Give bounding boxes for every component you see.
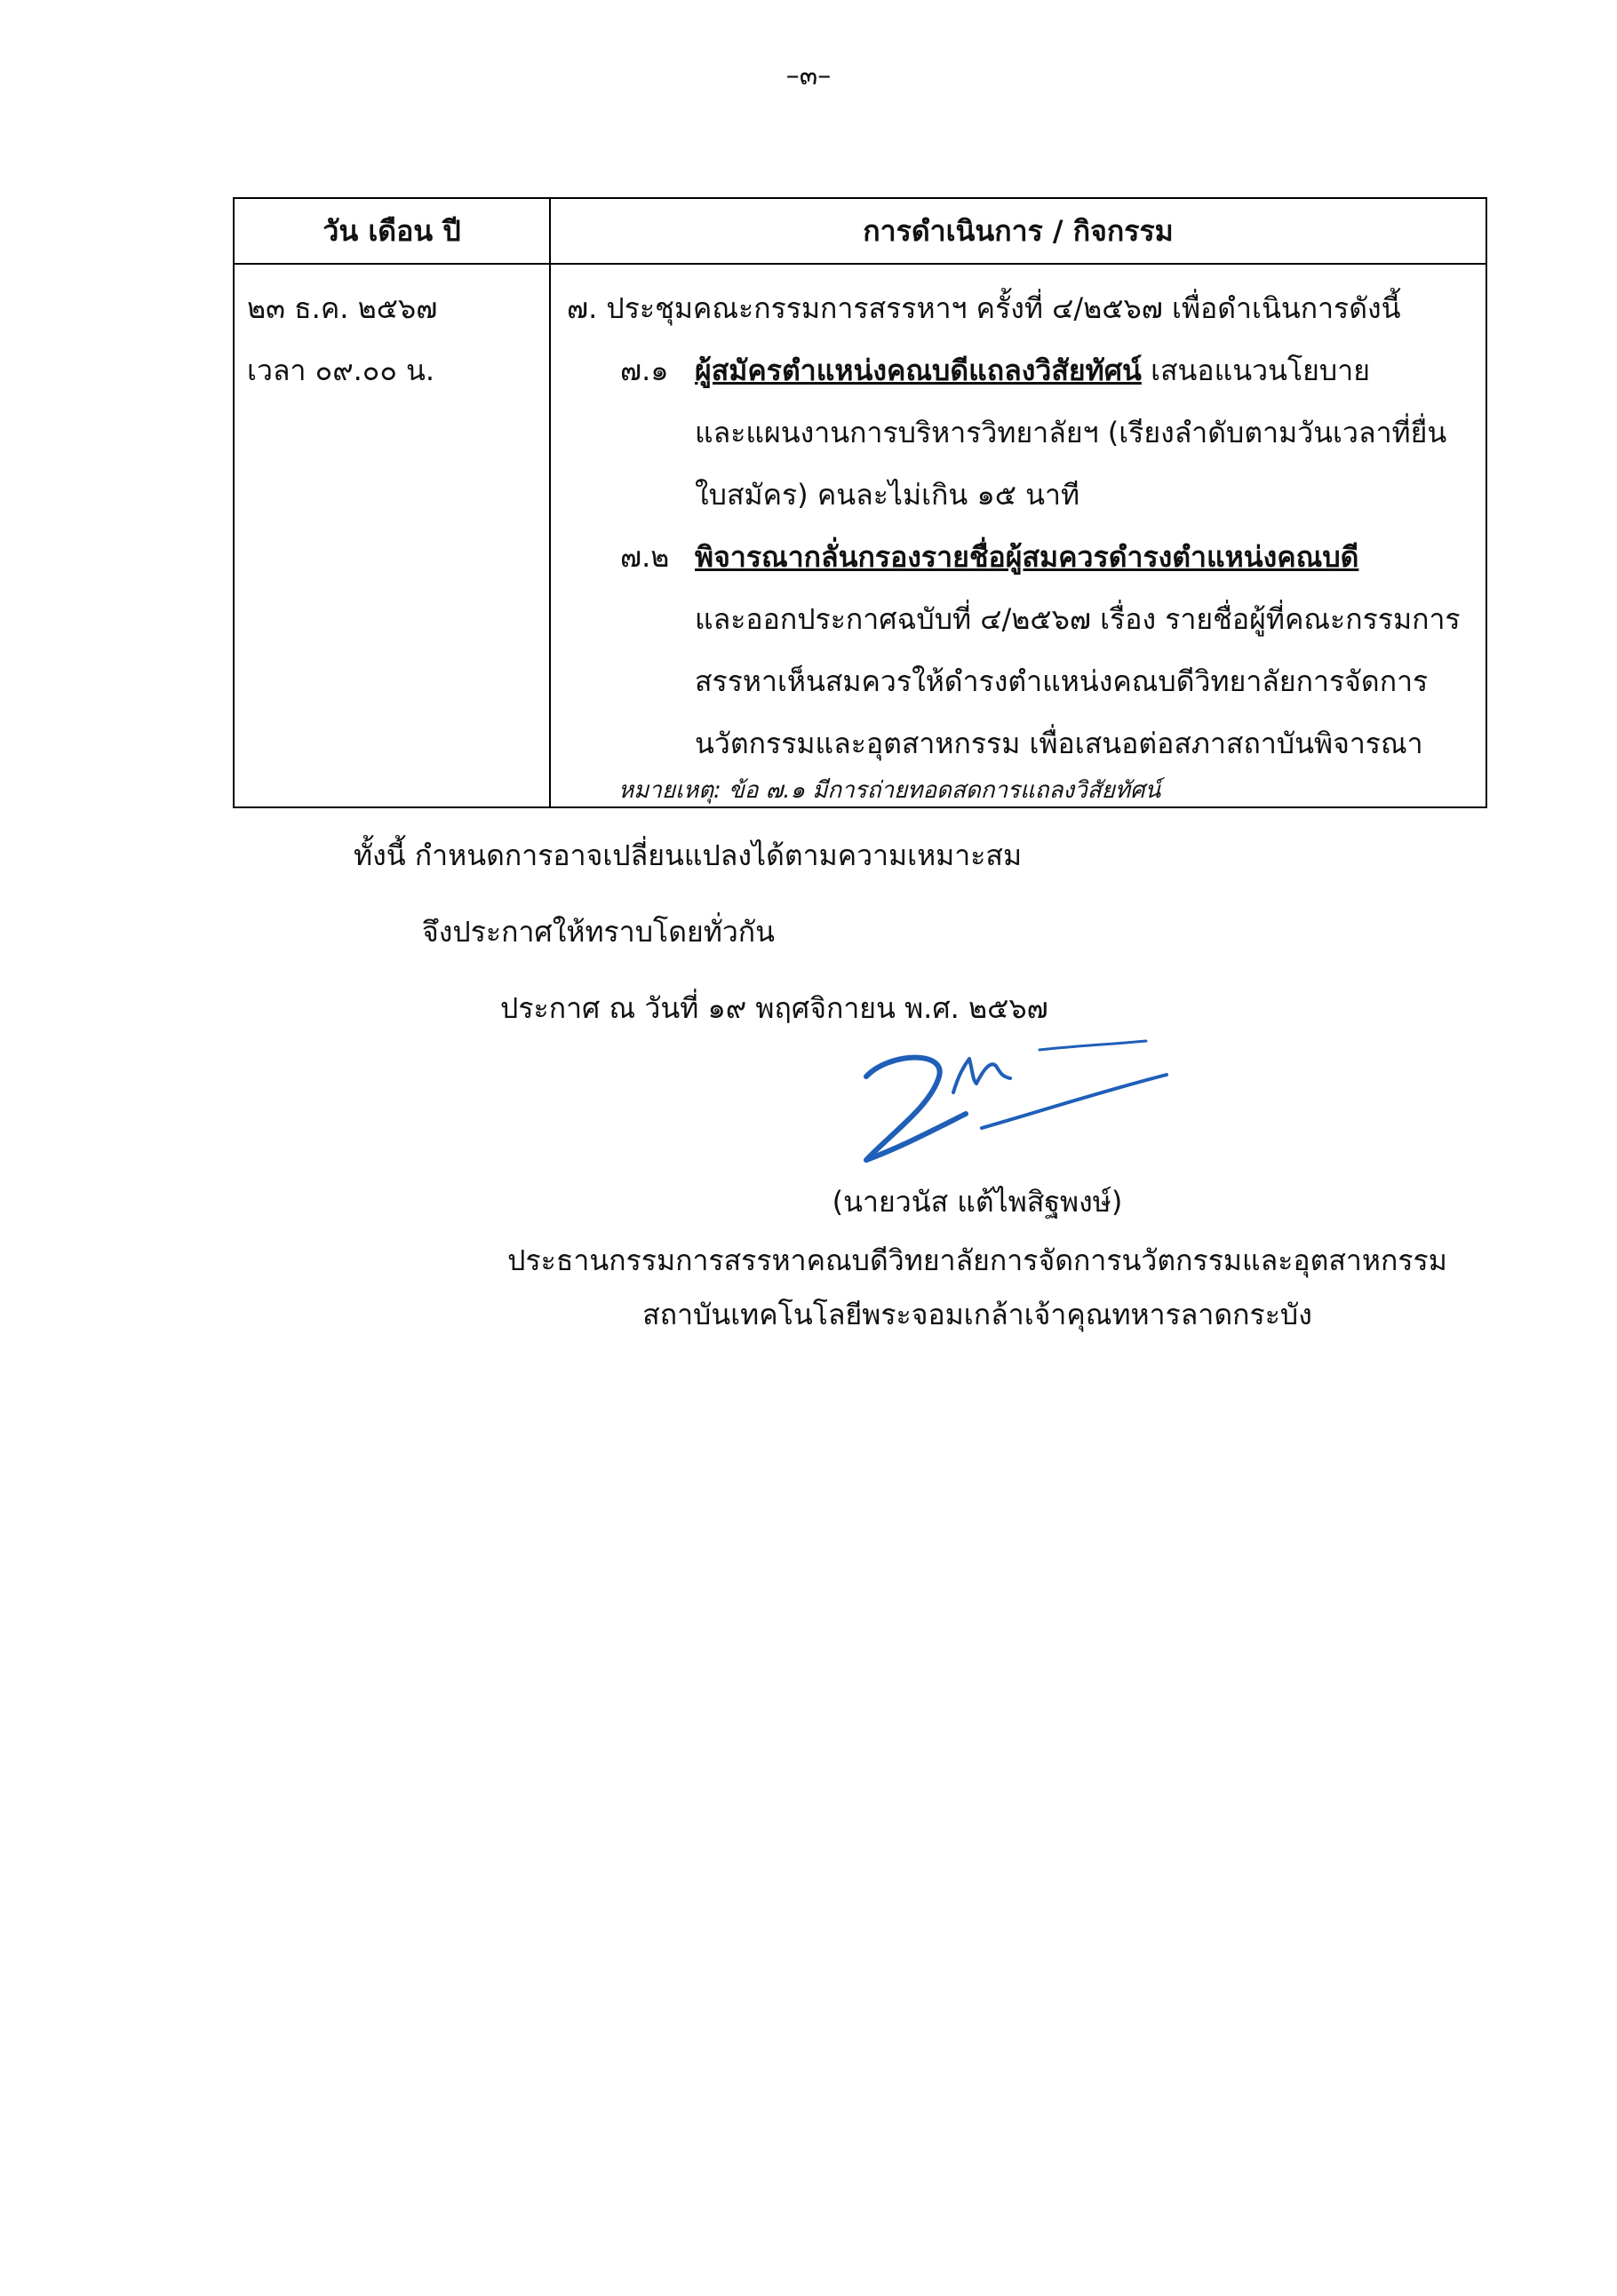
announcement-date: ประกาศ ณ วันที่ ๑๙ พฤศจิกายน พ.ศ. ๒๕๖๗ xyxy=(500,991,1048,1025)
signatory-position: ประธานกรรมการสรรหาคณบดีวิทยาลัยการจัดการนวัตกรรมและอุตสาหกรรม xyxy=(507,1243,1447,1277)
item-7-2-line-4: นวัตกรรมและอุตสาหกรรม เพื่อเสนอต่อสภาสถาบันพิจารณา xyxy=(695,727,1423,760)
item-7-2-title: พิจารณากลั่นกรองรายชื่อผู้สมควรดำรงตำแหน่งคณบดี xyxy=(695,540,1359,574)
activity-cell xyxy=(550,264,1486,807)
table-header-row xyxy=(234,198,1486,264)
item-7-2 xyxy=(567,526,1477,588)
table-row xyxy=(234,264,1486,807)
header-date: วัน เดือน ปี xyxy=(234,198,550,264)
item-7-2-number: ๗.๒ xyxy=(620,540,670,574)
item-7-1-title: ผู้สมัครตำแหน่งคณบดีแถลงวิสัยทัศน์ xyxy=(695,354,1142,387)
time-text: เวลา ๐๙.๐๐ น. xyxy=(247,354,435,387)
header-activity: การดำเนินการ / กิจกรรม xyxy=(550,198,1486,264)
closing-paragraph-1: ทั้งนี้ กำหนดการอาจเปลี่ยนแปลงได้ตามความเหมาะสม xyxy=(354,838,1023,872)
schedule-table xyxy=(233,197,1487,808)
item-7-2-line-2: และออกประกาศฉบับที่ ๔/๒๕๖๗ เรื่อง รายชื่อผู้ที่คณะกรรมการ xyxy=(695,602,1461,636)
item-7-1 xyxy=(567,339,1477,401)
item-7-1-text: เสนอแนวนโยบาย xyxy=(1141,354,1370,387)
page-number: –๓– xyxy=(785,60,832,91)
date-cell xyxy=(234,264,550,807)
signatory-institution: สถาบันเทคโนโลยีพระจอมเกล้าเจ้าคุณทหารลาดกระบัง xyxy=(642,1298,1312,1331)
closing-paragraph-2: จึงประกาศให้ทราบโดยทั่วกัน xyxy=(422,915,776,949)
item-7: ๗. ประชุมคณะกรรมการสรรหาฯ ครั้งที่ ๔/๒๕๖๗ เพื่อดำเนินการดังนี้ xyxy=(567,291,1401,325)
item-7-1-line-2: และแผนงานการบริหารวิทยาลัยฯ (เรียงลำดับตามวันเวลาที่ยื่น xyxy=(695,416,1447,449)
date-text: ๒๓ ธ.ค. ๒๕๖๗ xyxy=(247,291,438,325)
signatory-name: (นายวนัส แต้ไพสิฐพงษ์) xyxy=(832,1185,1123,1219)
item-7-2-line-3: สรรหาเห็นสมควรให้ดำรงตำแหน่งคณบดีวิทยาลัยการจัดการ xyxy=(695,664,1429,698)
note: หมายเหตุ: ข้อ ๗.๑ มีการถ่ายทอดสดการแถลงวิสัยทัศน์ xyxy=(618,777,1161,804)
item-7-1-line-3: ใบสมัคร) คนละไม่เกิน ๑๕ นาที xyxy=(695,478,1080,512)
item-7-1-number: ๗.๑ xyxy=(620,354,669,387)
signature-image xyxy=(848,1039,1177,1172)
